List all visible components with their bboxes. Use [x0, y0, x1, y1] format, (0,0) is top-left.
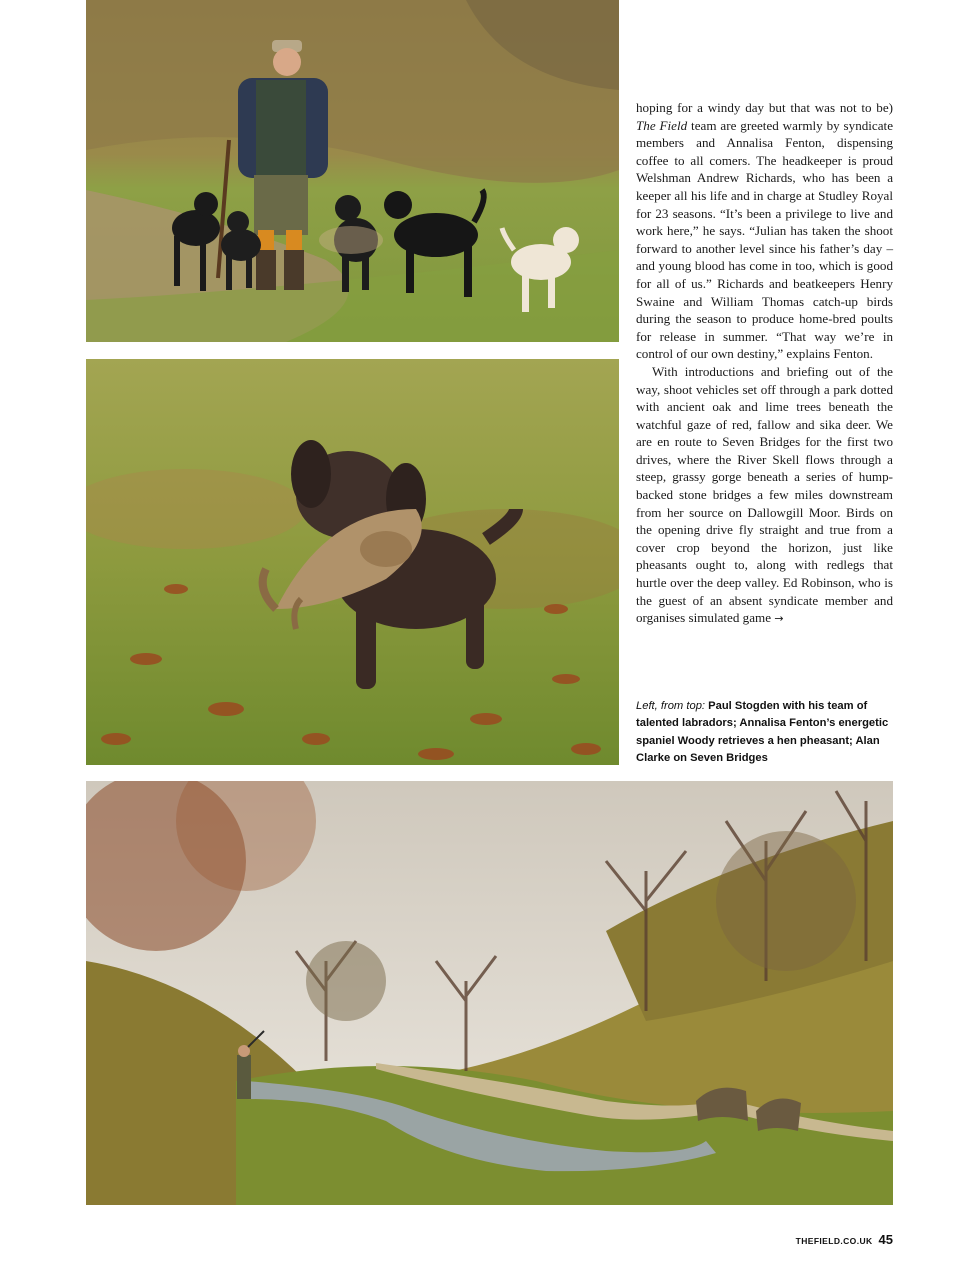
- page-number: 45: [878, 1232, 893, 1247]
- continue-arrow-icon: →: [774, 612, 784, 626]
- photo-spaniel-retrieving-pheasant: [86, 359, 619, 765]
- photo-caption: [636, 698, 893, 768]
- article-paragraph: hoping for a windy day but that was not to be) The Field team are greeted warmly by syndicate members and Annalisa Fenton, dispensing coffee to all comers. The headkeeper is proud Welshman Andrew Richards, who has been a keeper all his life and in charge at Studley Royal for 23 seasons. “It’s been a privilege to live and work here,” he says. “Julian has taken the shoot forward to another level since his father’s day – and young blood has come in too, which is good for all of us.” Richards and beatkeepers Henry Swaine and William Thomas catch-up birds during the season to produce home-bred poults for release in summer. “That way we’re in control of our own destiny,” explains Fenton.: [636, 100, 894, 362]
- photo-keeper-with-labradors: [86, 0, 619, 342]
- caption-lead: Left, from top:: [636, 700, 706, 712]
- site-url: THEFIELD.CO.UK: [795, 1236, 873, 1246]
- page-footer: [796, 1232, 893, 1247]
- publication-name: The Field: [636, 117, 688, 133]
- photo-seven-bridges-landscape: [86, 781, 893, 1205]
- article-body: [636, 99, 893, 628]
- article-paragraph: With introductions and briefing out of the way, shoot vehicles set off through a park dotted with ancient oak and lime trees beneath the watchful gaze of red, fallow and sika deer. We are en route to Seven Bridges for the first two drives, where the River Skell flows through a steep, grassy gorge beneath a series of hump-backed stone bridges a few miles downstream from her source on Dallowgill Moor. Birds on the opening drive fly straight and true from a cover crop beyond the horizon, just like pheasants ought to, along with redlegs that hurtle over the deep valley. Ed Robinson, who is the guest of an absent syndicate member and organises simulated game →: [636, 363, 893, 626]
- caption-text: Paul Stogden with his team of talented labradors; Annalisa Fenton’s energetic spaniel Woody retrieves a hen pheasant; Alan Clarke on Seven Bridges: [636, 700, 889, 765]
